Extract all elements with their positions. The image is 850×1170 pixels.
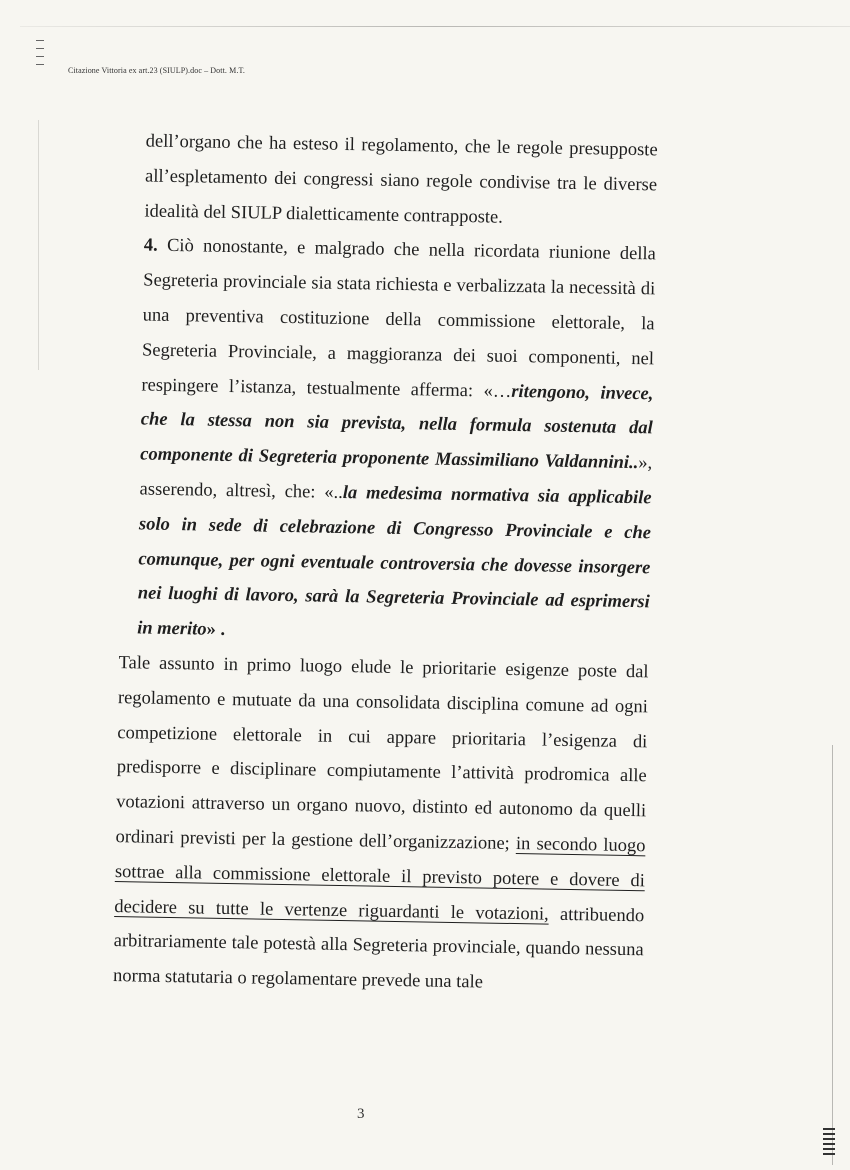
section-4-text-a: Ciò nonostante, e malgrado che nella ricordata riunione della Segreteria provinciale sia stata richiesta e verbalizzata la necessità di una preventiva costituzione della commissione elettorale, la Segreteria Provinciale, a maggioranza dei suoi componenti, nel respingere l’istanza, testualmente afferma: «… xyxy=(141,236,656,402)
binder-hole-marks-right xyxy=(823,1128,835,1158)
scan-edge xyxy=(20,26,850,27)
tale-text-b: attribuendo arbitrariamente tale potestà alla Segreteria provinciale, quando nessuna norma statutaria o regolamentare prevede una tale xyxy=(112,904,645,993)
document-body xyxy=(103,124,658,1003)
tale-text-a: Tale assunto in primo luogo elude le prioritarie esigenze poste dal regolamento e mutuate da una consolidata disciplina comune ad ogni competizione elettorale in cui appare prioritaria l’esigenza di predisporre e disciplinare compiutamente l’attività prodromica alle votazioni attraverso un organo nuovo, distinto ed autonomo da quelli ordinari previsti per la gestione dell’organizzazione; xyxy=(115,653,649,854)
section-4-text-c: » . xyxy=(206,619,226,641)
paragraph-tale-assunto xyxy=(103,646,649,1003)
page-number: 3 xyxy=(357,1106,365,1122)
quote-1: ritengono, invece, che la stessa non sia prevista, nella formula sostenuta dal componente di Segreteria proponente Massimiliano Valdannini.. xyxy=(140,381,654,474)
underlined-passage: in secondo luogo sottrae alla commissione elettorale il previsto potere e dovere di decidere su tutte le vertenze riguardanti le votazioni, xyxy=(114,833,646,925)
left-margin-line xyxy=(38,120,39,370)
section-number: 4. xyxy=(143,235,158,257)
section-4-text-b: », asserendo, altresì, che: «.. xyxy=(139,453,653,503)
paragraph-section-4 xyxy=(109,228,656,655)
quote-2: la medesima normativa sia applicabile solo in sede di celebrazione di Congresso Provinciale e che comunque, per ogni eventuale controversia che dovesse insorgere nei luoghi di lavoro, sarà la Segreteria Provinciale ad esprimersi in merito xyxy=(137,482,652,640)
file-reference-header: Citazione Vittoria ex art.23 (SIULP).doc – Dott. M.T. xyxy=(68,66,245,75)
right-margin-line xyxy=(832,745,833,1165)
paragraph-continuation: dell’organo che ha esteso il regolamento, che le regole presupposte all’espletamento dei congressi siano regole condivise tra le diverse idealità del SIULP dialetticamente contrapposte. xyxy=(144,131,658,228)
binder-hole-marks xyxy=(36,40,44,72)
